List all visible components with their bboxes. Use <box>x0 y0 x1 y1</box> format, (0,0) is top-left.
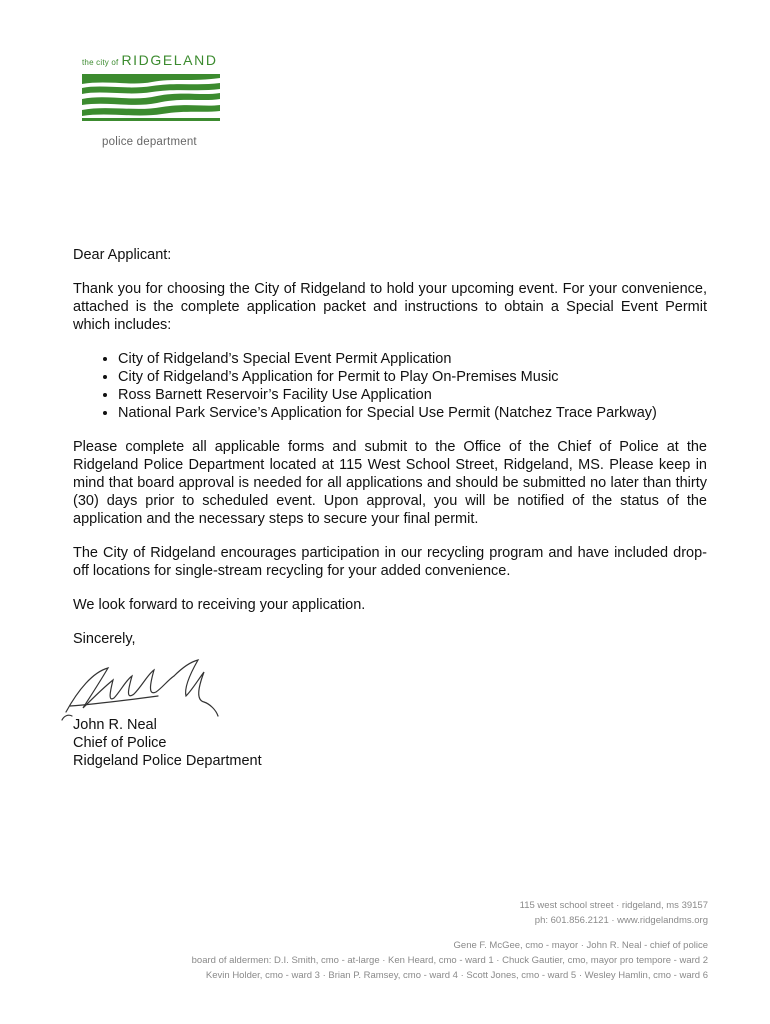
footer-contact: ph: 601.856.2121 · www.ridgelandms.org <box>534 915 708 926</box>
recycling-paragraph: The City of Ridgeland encourages participation in our recycling program and have included drop-off locations for single-stream recycling for your added convenience. <box>73 545 707 579</box>
instructions-paragraph: Please complete all applicable forms and submit to the Office of the Chief of Police at the Ridgeland Police Department located at 115 West School Street, Ridgeland, MS. Please keep in mind that board approval is needed for all applications and should be submitted no later than thirty (30) days prior to scheduled event. Upon approval, you will be notified of the status of the application and the necessary steps to secure your final permit. <box>73 439 707 527</box>
footer-officials-line-2: board of aldermen: D.I. Smith, cmo - at-large · Ken Heard, cmo - ward 1 · Chuck Gautier, cmo, mayor pro tempore - ward 2 <box>191 955 708 966</box>
logo-prefix: the city of <box>82 58 119 67</box>
logo-waves-icon <box>82 72 220 122</box>
signer-title: Chief of Police <box>73 735 167 751</box>
footer-officials-line-3: Kevin Holder, cmo - ward 3 · Brian P. Ramsey, cmo - ward 4 · Scott Jones, cmo - ward 5 · Wesley Hamlin, cmo - ward 6 <box>205 970 708 981</box>
list-item: • City of Ridgeland’s Application for Permit to Play On-Premises Music <box>118 368 707 386</box>
city-logo <box>82 52 222 122</box>
closing: Sincerely, <box>73 631 136 647</box>
list-item: • National Park Service’s Application for Special Use Permit (Natchez Trace Parkway) <box>118 404 707 422</box>
letter-body <box>73 246 707 662</box>
intro-paragraph: Thank you for choosing the City of Ridgeland to hold your upcoming event. For your convenience, attached is the complete application packet and instructions to obtain a Special Event Permit which includes: <box>73 281 707 333</box>
department-name: police department <box>102 136 197 148</box>
signer-organization: Ridgeland Police Department <box>73 753 262 769</box>
signer-name: John R. Neal <box>73 717 157 733</box>
signature-block <box>73 716 262 770</box>
closing-paragraph: We look forward to receiving your application. <box>73 597 366 613</box>
footer-officials-line-1: Gene F. McGee, cmo - mayor · John R. Neal - chief of police <box>453 940 708 951</box>
footer-address: 115 west school street · ridgeland, ms 39157 <box>519 900 708 911</box>
greeting: Dear Applicant: <box>73 247 172 263</box>
list-item: • Ross Barnett Reservoir’s Facility Use Application <box>118 386 707 404</box>
application-list <box>73 350 707 422</box>
letter-footer <box>192 898 708 983</box>
logo-wordmark <box>82 52 222 68</box>
logo-name: RIDGELAND <box>121 52 218 68</box>
list-item: • City of Ridgeland’s Special Event Permit Application <box>118 350 707 368</box>
